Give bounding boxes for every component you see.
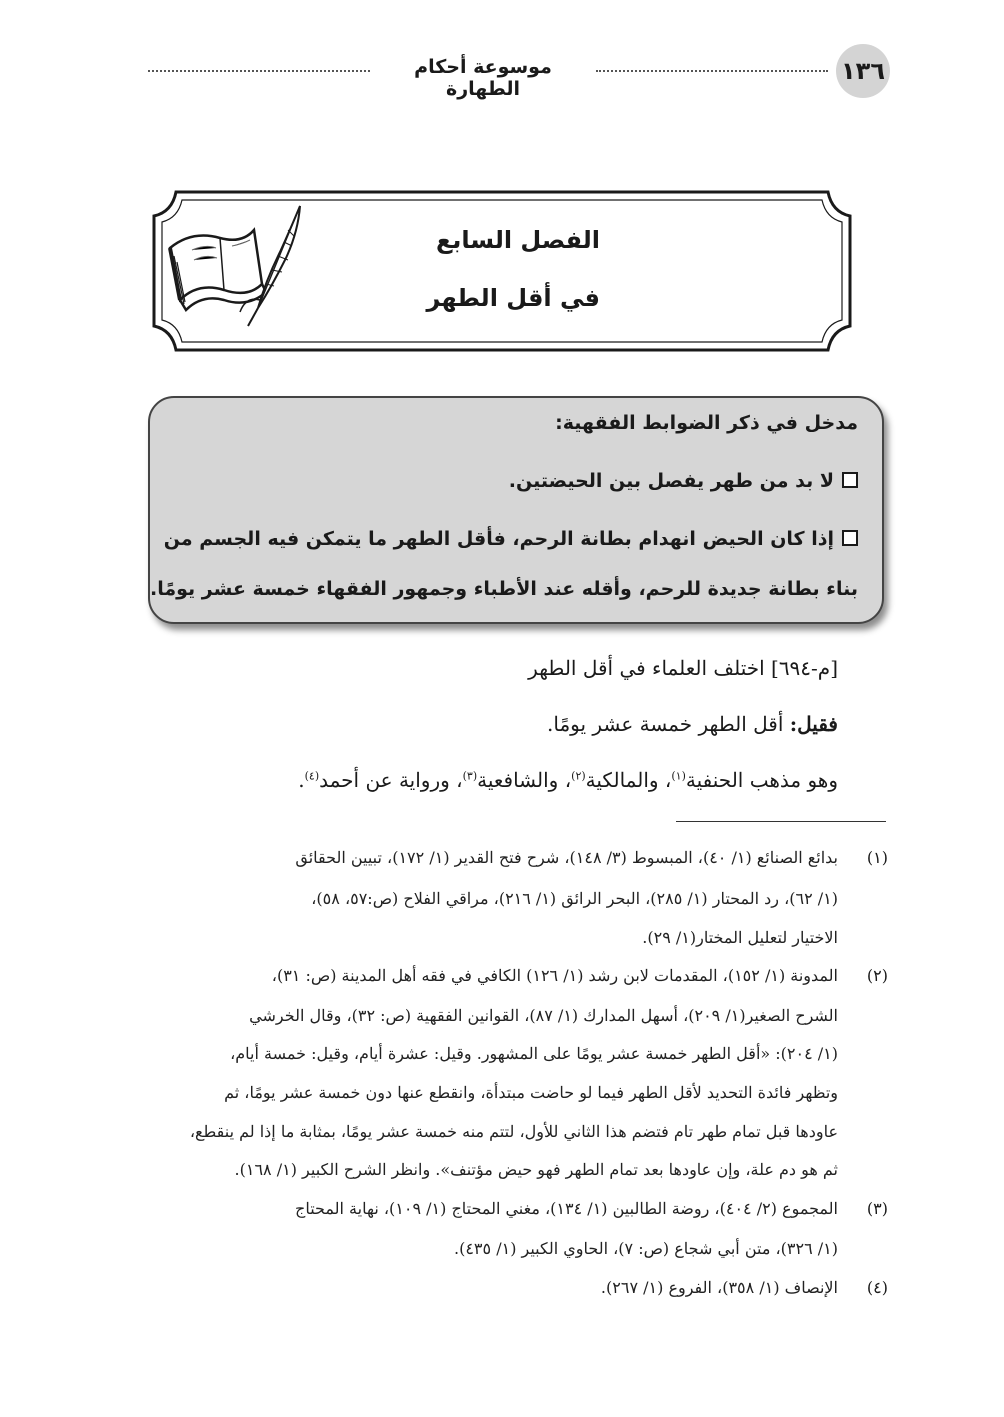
book-and-quill-icon xyxy=(162,200,312,330)
footnote-separator xyxy=(676,821,886,822)
footnote-ref-4[interactable]: (٤) xyxy=(304,769,320,783)
footnote-line: عاودها قبل تمام طهر تام فتضم هذا الثاني للأول، لتتم منه خمسة عشر يومًا، بمثابة ما إذا لم ينقطع، xyxy=(189,1122,838,1141)
madhhab-list xyxy=(158,768,838,792)
first-opinion xyxy=(158,712,838,736)
madhhab-hanbali: ، ورواية عن أحمد xyxy=(319,768,463,792)
page-number-badge xyxy=(836,44,890,98)
opinion-label: فقيل: xyxy=(789,712,838,736)
footnote-line: المدونة (١/ ١٥٢)، المقدمات لابن رشد (١/ ١٢٦) الكافي في فقه أهل المدينة (ص: ٣١)، xyxy=(271,966,838,985)
summary-point-1 xyxy=(158,470,858,492)
footnote-number: (٣) xyxy=(866,1199,888,1218)
issue-heading: [م-٦٩٤] اختلف العلماء في أقل الطهر xyxy=(528,656,838,680)
footnote-ref-1[interactable]: (١) xyxy=(671,769,686,783)
chapter-title: الفصل السابع xyxy=(435,226,600,254)
running-title: موسوعة أحكام الطهارة xyxy=(414,56,552,100)
summary-heading: مدخل في ذكر الضوابط الفقهية: xyxy=(555,412,858,434)
chapter-subtitle: في أقل الطهر xyxy=(426,284,600,312)
summary-point-2-line-2: بناء بطانة جديدة للرحم، وأقله عند الأطباء وجمهور الفقهاء خمسة عشر يومًا. xyxy=(150,578,858,600)
opinion-text: أقل الطهر خمسة عشر يومًا. xyxy=(547,712,784,736)
madhhab-maliki: ، والمالكية xyxy=(585,768,672,792)
header-dotted-rule-right xyxy=(596,70,828,72)
footnote-number: (١) xyxy=(866,848,888,867)
footnote-line: وتظهر فائدة التحديد لأقل الطهر فيما لو حاضت مبتدأة، وانقطع عنها دون خمسة عشر يومًا، ثم xyxy=(224,1083,838,1102)
footnote-line: (١/ ٢٠٤): «أقل الطهر خمسة عشر يومًا على المشهور. وقيل: عشرة أيام، وقيل: خمسة أيام، xyxy=(230,1044,838,1063)
footnote-line: (١/ ٣٢٦)، متن أبي شجاع (ص: ٧)، الحاوي الكبير (١/ ٤٣٥). xyxy=(454,1239,838,1258)
sentence-end: . xyxy=(298,768,305,792)
footnote-ref-2[interactable]: (٢) xyxy=(571,769,586,783)
summary-point-2-line-1: إذا كان الحيض انهدام بطانة الرحم، فأقل الطهر ما يتمكن فيه الجسم من xyxy=(163,528,834,550)
page-number: ١٣٦ xyxy=(841,57,885,85)
footnote-number: (٢) xyxy=(866,966,888,985)
footnote-line: ثم هو دم علة، وإن عاودها بعد تمام الطهر فهو حيض مؤتنف». وانظر الشرح الكبير (١/ ١٦٨). xyxy=(234,1160,838,1179)
summary-point-2 xyxy=(158,528,858,550)
footnote-line: الشرح الصغير(١/ ٢٠٩)، أسهل المدارك (١/ ٨٧)، القوانين الفقهية (ص: ٣٢)، وقال الخرشي xyxy=(249,1006,838,1025)
madhhab-shafii: ، والشافعية xyxy=(477,768,572,792)
checkbox-icon xyxy=(842,530,858,546)
summary-point-1-text: لا بد من طهر يفصل بين الحيضتين. xyxy=(508,470,834,492)
footnote-line: الاختيار لتعليل المختار(١/ ٢٩). xyxy=(642,928,838,947)
footnote-line: الإنصاف (١/ ٣٥٨)، الفروع (١/ ٢٦٧). xyxy=(600,1278,838,1297)
madhhab-hanafi: وهو مذهب الحنفية xyxy=(685,768,838,792)
header-dotted-rule-left xyxy=(148,70,370,72)
checkbox-icon xyxy=(842,472,858,488)
footnote-line: بدائع الصنائع (١/ ٤٠)، المبسوط (٣/ ١٤٨)، شرح فتح القدير (١/ ١٧٢)، تبيين الحقائق xyxy=(295,848,838,867)
footnote-line: المجموع (٢/ ٤٠٤)، روضة الطالبين (١/ ١٣٤)، مغني المحتاج (١/ ١٠٩)، نهاية المحتاج xyxy=(295,1199,838,1218)
footnote-line: (١/ ٦٢)، رد المحتار (١/ ٢٨٥)، البحر الرائق (١/ ٢١٦)، مراقي الفلاح (ص:٥٧، ٥٨)، xyxy=(311,889,838,908)
footnote-ref-3[interactable]: (٣) xyxy=(462,769,478,783)
footnote-number: (٤) xyxy=(866,1278,888,1297)
